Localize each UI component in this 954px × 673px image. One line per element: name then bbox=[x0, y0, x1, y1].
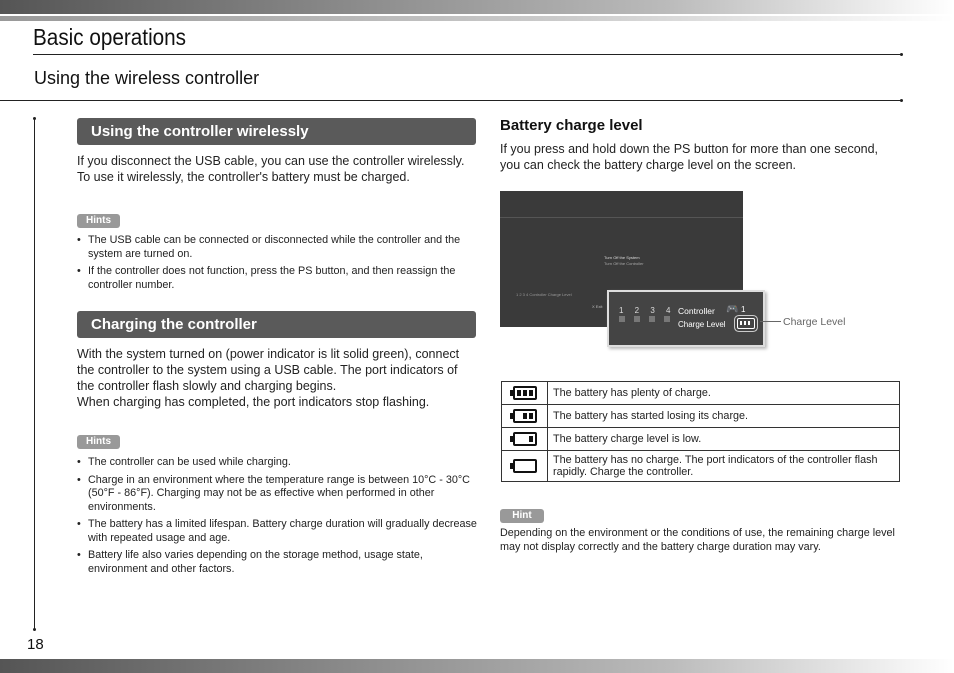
table-row bbox=[502, 428, 900, 451]
controller-number: 1 bbox=[741, 305, 746, 314]
screen-menu-item: Turn Off the System bbox=[604, 255, 640, 260]
charging-body: With the system turned on (power indicator is lit solid green), connect the controller to the system using a USB cable. The port indicators of the controller flash slowly and charging begins. bbox=[77, 347, 460, 393]
charging-hints-list bbox=[77, 456, 477, 580]
charging-complete-text: When charging has completed, the port indicators stop flashing. bbox=[77, 395, 430, 409]
list-item: • The USB cable can be connected or disconnected while the controller and the system are turned on. bbox=[77, 234, 477, 261]
battery-two-bars-icon bbox=[513, 409, 537, 423]
port-indicator bbox=[649, 316, 655, 322]
port-numbers: 1 2 3 4 bbox=[619, 306, 671, 315]
port-indicator bbox=[634, 316, 640, 322]
battery-full-icon bbox=[513, 386, 537, 400]
controller-label: Controller bbox=[678, 306, 715, 316]
top-decor-bar bbox=[0, 0, 954, 14]
top-decor-bar-thin bbox=[0, 16, 954, 21]
wireless-hints-list bbox=[77, 234, 477, 296]
charge-level-label: Charge Level bbox=[678, 320, 726, 329]
section-heading-wireless: Using the controller wirelessly bbox=[77, 118, 476, 145]
callout-line bbox=[760, 321, 781, 322]
list-item: • If the controller does not function, press the PS button, and then reassign the controller number. bbox=[77, 265, 477, 292]
charge-level-callout: Charge Level bbox=[783, 316, 846, 328]
title-rule bbox=[33, 54, 901, 55]
battery-level-table bbox=[501, 381, 900, 482]
port-indicator bbox=[664, 316, 670, 322]
hints-badge-wireless: Hints bbox=[77, 214, 120, 228]
list-item: • Battery life also varies depending on the storage method, usage state, environment and other factors. bbox=[77, 549, 477, 576]
list-item: • The controller can be used while charging. bbox=[77, 456, 477, 470]
table-row bbox=[502, 382, 900, 405]
controller-status-popup bbox=[607, 290, 765, 347]
page-subtitle: Using the wireless controller bbox=[34, 68, 260, 88]
screen-menu-item: Turn Off the Controller bbox=[604, 261, 644, 266]
battery-level-text: The battery has started losing its charge. bbox=[548, 405, 900, 428]
battery-hint-text: Depending on the environment or the conditions of use, the remaining charge level may not display correctly and the battery charge duration may vary. bbox=[500, 527, 895, 553]
battery-body: If you press and hold down the PS button for more than one second, you can check the battery charge level on the screen. bbox=[500, 142, 879, 172]
wireless-body: If you disconnect the USB cable, you can use the controller wirelessly. To use it wirelessly, the controller's battery must be charged. bbox=[77, 154, 465, 184]
battery-heading: Battery charge level bbox=[500, 117, 643, 134]
battery-icon bbox=[737, 318, 755, 329]
battery-level-text: The battery charge level is low. bbox=[548, 428, 900, 451]
hints-badge-charging: Hints bbox=[77, 435, 120, 449]
screen-exit-label: X Exit bbox=[592, 304, 603, 309]
margin-rule bbox=[34, 118, 35, 630]
screen-mini-status: 1 2 3 4 Controller Charge Level bbox=[516, 292, 572, 297]
list-item: • The battery has a limited lifespan. Battery charge duration will gradually decrease with repeated usage and age. bbox=[77, 518, 477, 545]
battery-level-text: The battery has no charge. The port indicators of the controller flash rapidly. Charge the controller. bbox=[548, 451, 900, 482]
table-row bbox=[502, 405, 900, 428]
battery-empty-icon bbox=[513, 459, 537, 473]
screen-divider bbox=[500, 217, 743, 218]
bottom-decor-bar bbox=[0, 659, 954, 673]
list-item: • Charge in an environment where the temperature range is between 10°C - 30°C (50°F - 86°F). Charging may not be as effective when performed in other environments. bbox=[77, 474, 477, 515]
battery-one-bar-icon bbox=[513, 432, 537, 446]
subtitle-rule bbox=[0, 100, 901, 101]
gamepad-icon: 🎮 bbox=[726, 304, 739, 315]
port-indicator bbox=[619, 316, 625, 322]
page-number: 18 bbox=[27, 636, 44, 653]
page-title: Basic operations bbox=[33, 24, 187, 50]
table-row bbox=[502, 451, 900, 482]
hint-badge-battery: Hint bbox=[500, 509, 544, 523]
battery-level-text: The battery has plenty of charge. bbox=[548, 382, 900, 405]
section-heading-charging: Charging the controller bbox=[77, 311, 476, 338]
